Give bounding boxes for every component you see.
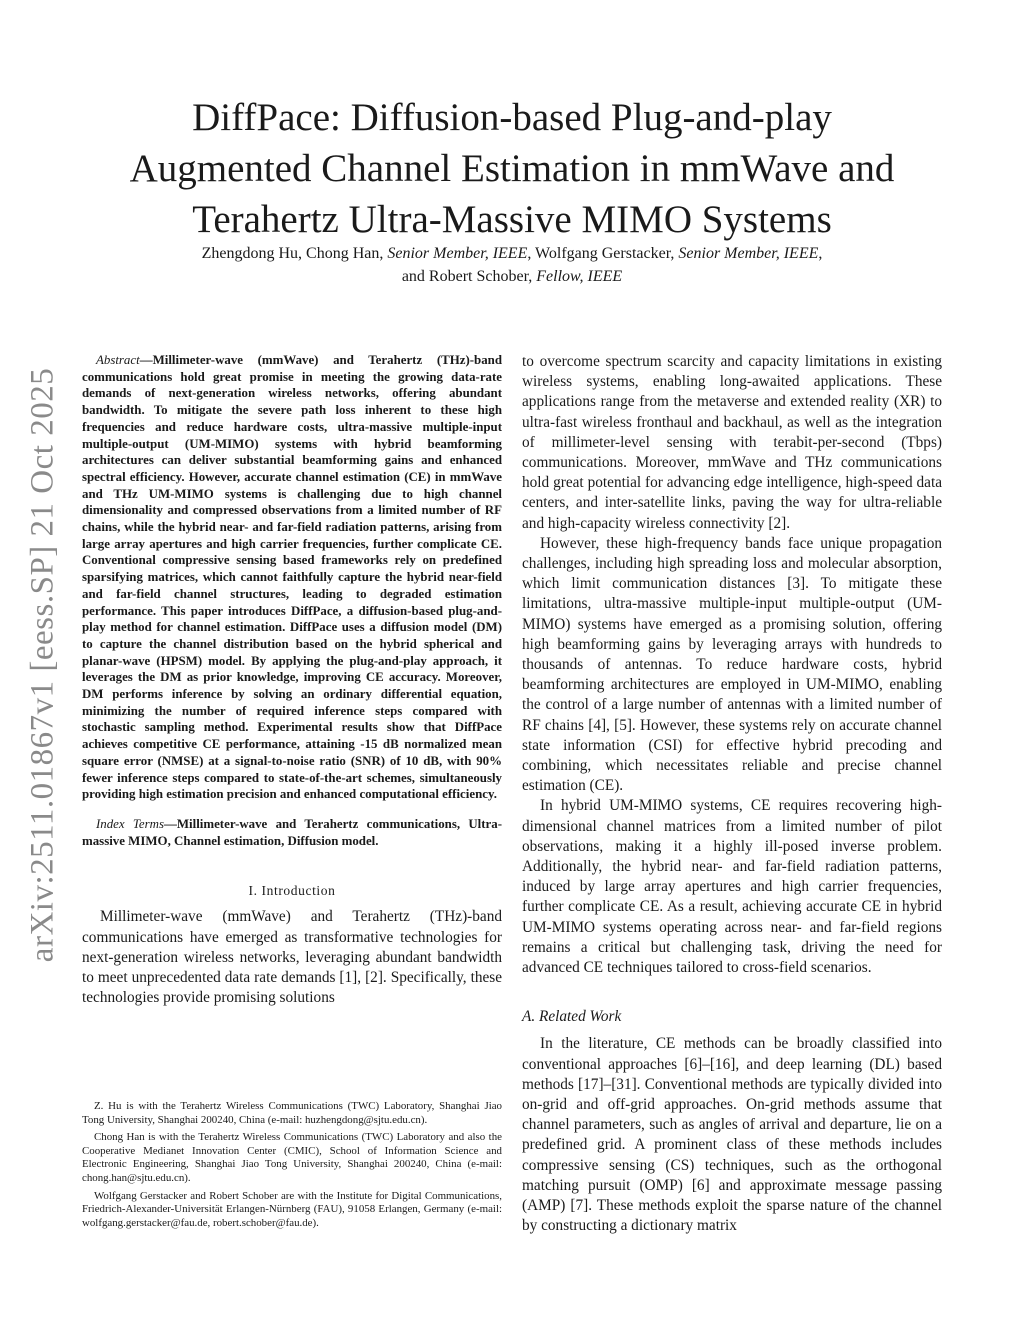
index-terms [82,816,502,849]
footnote-2: Chong Han is with the Terahertz Wireless Communications (TWC) Laboratory and also the Cooperative Medianet Innovation Center (CMIC), School of Information Science and Electronic Engineering, Shanghai Jiao Tong University, Shanghai 200240, China (e-mail: chong.han@sjtu.edu.cn). [82,1131,502,1184]
footnote-1: Z. Hu is with the Terahertz Wireless Communications (TWC) Laboratory, Shanghai Jiao Tong University, Shanghai 200240, China (e-mail: huzhengdong@sjtu.edu.cn). [82,1100,502,1126]
right-column [522,352,942,1236]
related-work-paragraph-1: In the literature, CE methods can be broadly classified into conventional approaches [6]–[16], and deep learning (DL) based methods [17]–[31]. Conventional methods are typically divided into on-grid and off-grid approaches. On-grid methods assume that channel parameters, such as angles of arrival and departure, lie on a predefined grid. A prominent class of these methods includes compressive sensing (CS) techniques, such as the orthogonal matching pursuit (OMP) [6] and approximate message passing (AMP) [7]. These methods exploit the sparse nature of the channel by constructing a dictionary matrix [522,1035,942,1235]
abstract-lead: Abstract [96,353,140,367]
footnotes [82,1100,502,1234]
author-line-2 [80,265,944,288]
title-line-1: DiffPace: Diffusion-based Plug-and-play [192,96,832,139]
intro-paragraph-1: Millimeter-wave (mmWave) and Terahertz (THz)-band communications have emerged as transformative technologies for next-generation wireless networks, leveraging abundant bandwidth to meet unprecedented data rate demands [1], [2]. Specifically, these technologies provide promising solutions [82,908,502,1007]
author-line-1 [80,242,944,265]
author-names-1: Zhengdong Hu, Chong Han, [201,245,388,262]
arxiv-identifier: arXiv:2511.01867v1 [eess.SP] 21 Oct 2025 [24,367,61,963]
intro-paragraph-1-continued: to overcome spectrum scarcity and capacity limitations in existing wireless systems, enabling long-awaited applications. These applications range from the metaverse and extended reality (XR) to ultra-fast wireless fronthaul and backhaul, as well as the integration of millimeter-level sensing with terabit-per-second (Tbps) communications. Moreover, mmWave and THz communications hold great potential for advancing edge intelligence, high-speed data centers, and inter-satellite links, paving the way for ultra-reliable and high-capacity wireless connectivity [2]. [522,353,942,532]
abstract [82,352,502,803]
author-names-2: , Wolfgang Gerstacker, [527,245,679,262]
section-heading-introduction: I. Introduction [248,883,336,899]
arxiv-sidebar-stamp [8,360,78,970]
title-line-2: Augmented Channel Estimation in mmWave and [129,147,895,190]
subsection-heading-related-work: A. Related Work [522,1008,622,1026]
author-names-3: and Robert Schober, [401,268,537,285]
author-role-3: Fellow, IEEE [536,268,623,285]
intro-paragraph-3: In hybrid UM-MIMO systems, CE requires recovering high-dimensional channel matrices from a limited number of pilot observations, making it a highly ill-posed inverse problem. Additionally, the hybrid near- and far-field radiation patterns, induced by large array apertures and high carrier frequencies, further complicate CE. As a result, achieving accurate CE in hybrid UM-MIMO systems operating across near- and far-field regions remains a critical but challenging task, driving the need for advanced CE techniques tailored to cross-field scenarios. [522,797,942,977]
intro-paragraph-2: However, these high-frequency bands face unique propagation challenges, including high spreading loss and molecular absorption, which limit communication distances [3]. To mitigate these limitations, ultra-massive multiple-input multiple-output (UM-MIMO) systems have emerged as a promising solution, offering high beamforming gains by leveraging arrays with hundreds to thousands of antennas. To reduce hardware costs, hybrid beamforming architectures are employed in UM-MIMO, enabling the control of a large number of antennas with a limited number of RF chains [4], [5]. However, these systems rely on accurate channel state information (CSI) for effective hybrid precoding and combining, which necessitates reliable and precise channel estimation (CE). [522,534,942,795]
left-column [82,352,502,1008]
author-role-1: Senior Member, IEEE [387,245,528,262]
abstract-text: —Millimeter-wave (mmWave) and Terahertz (THz)-band communications hold great promise in meeting the growing data-rate demands of next-generation wireless networks, offering abundant bandwidth. To mitigate the severe path loss inherent to these high frequencies and reduce hardware costs, ultra-massive multiple-input multiple-output (UM-MIMO) systems with hybrid beamforming architectures can deliver substantial beamforming gains and enhanced spectral efficiency. However, accurate channel estimation (CE) in mmWave and THz UM-MIMO systems is challenging due to high channel dimensionality and compressed observations from a limited number of RF chains, while the hybrid near- and far-field radiation patterns, arising from large array apertures and high carrier frequencies, further complicate CE. Conventional compressive sensing based frameworks rely on predefined sparsifying matrices, which cannot faithfully capture the hybrid near-field and far-field channel structures, leading to degraded estimation performance. This paper introduces DiffPace, a diffusion-based plug-and-play method for channel estimation. DiffPace uses a diffusion model (DM) to capture the channel distribution based on the hybrid spherical and planar-wave (HPSM) model. By applying the plug-and-play approach, it leverages the DM as prior knowledge, improving CE accuracy. Moreover, DM performs inference by solving an ordinary differential equation, minimizing the number of required inference steps compared with stochastic sampling method. Experimental results show that DiffPace achieves competitive CE performance, attaining -15 dB normalized mean square error (NMSE) at a signal-to-noise ratio (SNR) of 10 dB, with 90% fewer inference steps compared to state-of-the-art schemes, simultaneously providing high estimation precision and enhanced computational efficiency. [82,353,502,802]
author-list [80,242,944,288]
title-line-3: Terahertz Ultra-Massive MIMO Systems [192,198,832,241]
index-terms-text: —Millimeter-wave and Terahertz communications, Ultra-massive MIMO, Channel estimation, Diffusion model. [82,816,502,848]
footnote-3: Wolfgang Gerstacker and Robert Schober are with the Institute for Digital Communications, Friedrich-Alexander-Universität Erlangen-Nürnberg (FAU), 91058 Erlangen, Germany (e-mail: wolfgang.gerstacker@fau.de, robert.schober@fau.de). [82,1189,502,1229]
paper-title [80,92,944,245]
author-role-2: Senior Member, IEEE [678,245,819,262]
index-terms-lead: Index Terms [96,816,164,831]
author-line-1-end: , [818,245,823,262]
